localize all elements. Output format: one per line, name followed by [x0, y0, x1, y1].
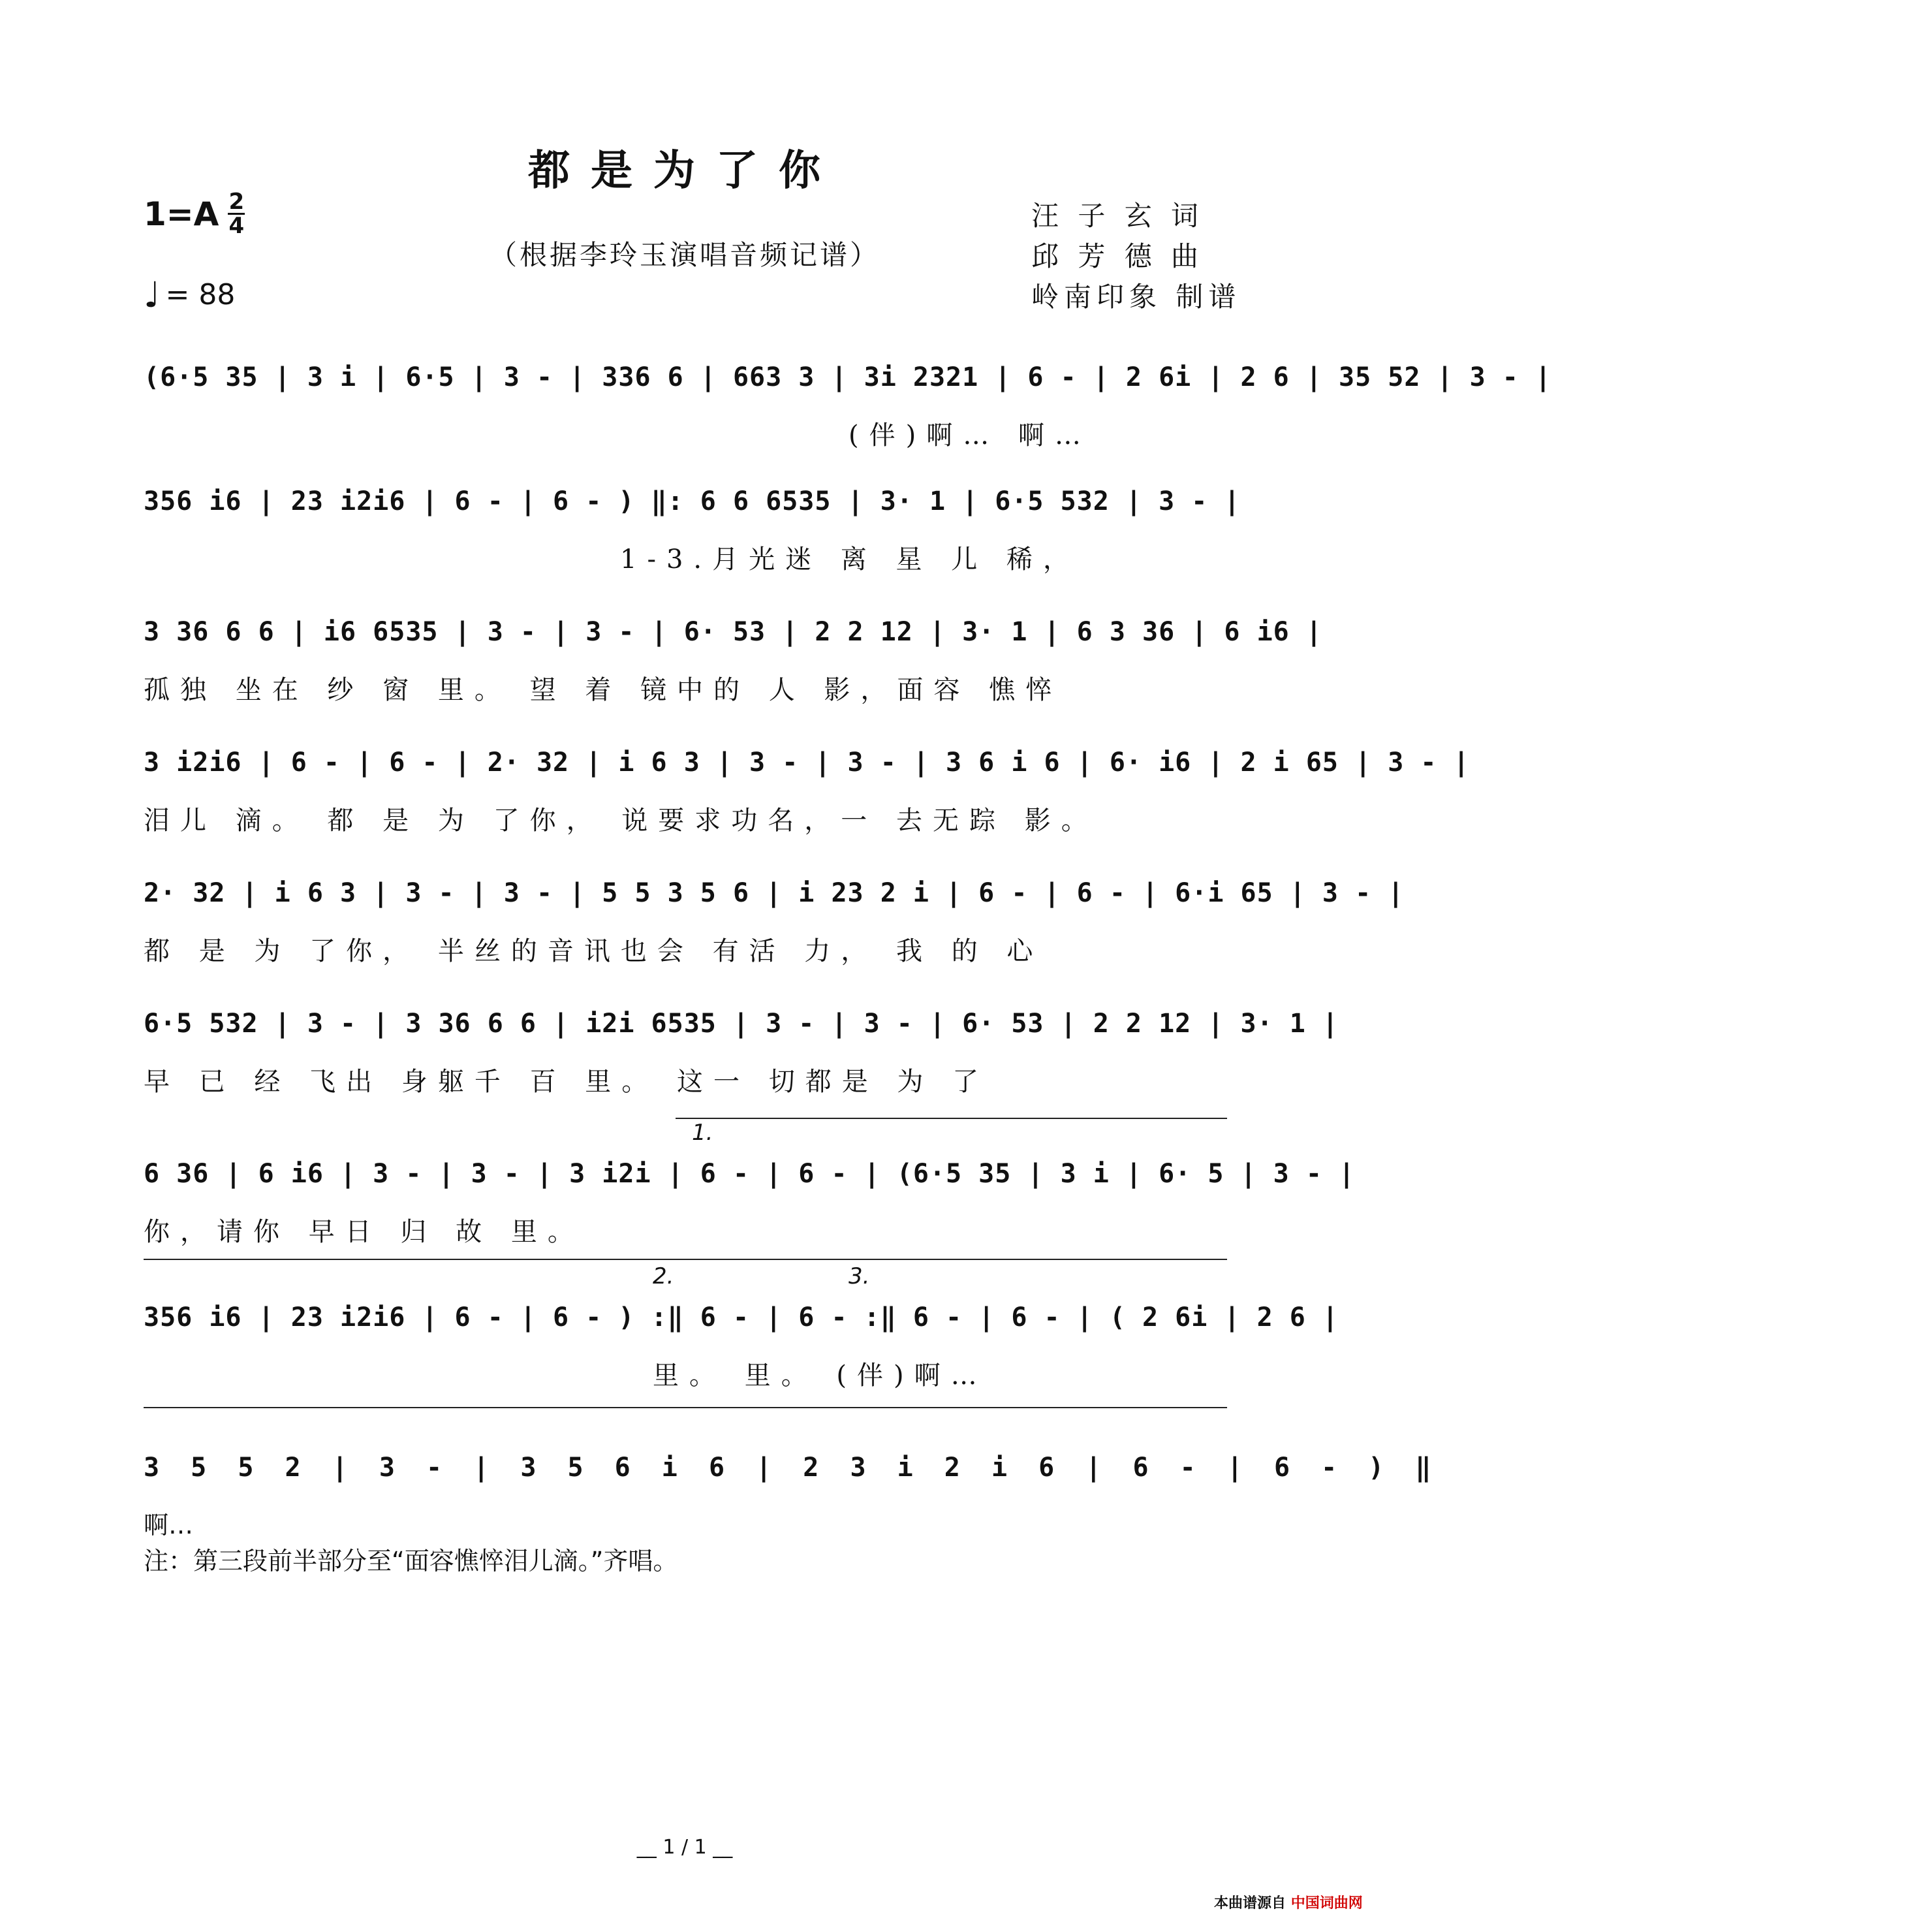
system-divider-7	[144, 1259, 1227, 1260]
time-top: 2	[228, 189, 245, 215]
score-system-8-lyric: 里。 里。 (伴)啊…	[653, 1361, 988, 1391]
score-system-5-music: 2· 32 | i 6 3 | 3 - | 3 - | 5 5 3 5 6 | i 23 2 i | 6 - | 6 - | 6·i 65 | 3 - |	[144, 878, 1405, 908]
score-system-1-lyric: (伴)啊… 啊…	[849, 420, 1091, 450]
time-bottom: 4	[228, 213, 245, 239]
score-system-7-music: 6 36 | 6 i6 | 3 - | 3 - | 3 i2i | 6 - | 6 - | (6·5 35 | 3 i | 6· 5 | 3 - |	[144, 1159, 1356, 1189]
score-system-7-lyric: 你，请你 早日 归 故 里。	[144, 1217, 584, 1247]
key-signature	[144, 191, 245, 237]
source-site: 中国词曲网	[1290, 1895, 1363, 1912]
song-subtitle: （根据李玲玉演唱音频记谱）	[489, 239, 880, 271]
volta-bracket-1	[676, 1118, 1227, 1119]
lyricist-credit: 汪 子 玄 词	[1031, 200, 1204, 232]
footnote: 注：第三段前半部分至“面容憔悴泪儿滴。”齐唱。	[144, 1547, 678, 1575]
score-system-2-lyric: 1-3.月光迷 离 星 儿 稀，	[620, 544, 1080, 575]
volta-label-1: 1.	[692, 1120, 713, 1146]
score-system-6-lyric: 早 已 经 飞出 身躯千 百 里。 这一 切都是 为 了	[144, 1067, 989, 1097]
composer-credit: 邱 芳 德 曲	[1031, 240, 1204, 272]
source-credit	[1214, 1892, 1363, 1912]
system-divider-8	[144, 1407, 1227, 1408]
page-number: __ 1 / 1 __	[636, 1836, 733, 1859]
tempo-value: = 88	[165, 278, 236, 311]
source-label: 本曲谱源自	[1214, 1895, 1286, 1912]
score-system-1-music: (6·5 35 | 3 i | 6·5 | 3 - | 336 6 | 663 3 | 3i 2321 | 6 - | 2 6i | 2 6 | 35 52 | 3 - |	[144, 362, 1552, 392]
score-system-8-music: 356 i6 | 23 i2i6 | 6 - | 6 - ) :‖ 6 - | 6 - :‖ 6 - | 6 - | ( 2 6i | 2 6 |	[144, 1302, 1339, 1333]
score-system-3-music: 3 36 6 6 | i6 6535 | 3 - | 3 - | 6· 53 | 2 2 12 | 3· 1 | 6 3 36 | 6 i6 |	[144, 617, 1322, 647]
score-system-4-lyric: 泪儿 滴。 都 是 为 了你， 说要求功名，一 去无踪 影。	[144, 806, 1098, 836]
score-system-3-lyric: 孤独 坐在 纱 窗 里。 望 着 镜中的 人 影，面容 憔悴	[144, 675, 1063, 705]
song-title: 都是为了你	[528, 146, 841, 195]
volta-label-3: 3.	[849, 1263, 870, 1289]
score-system-6-music: 6·5 532 | 3 - | 3 36 6 6 | i2i 6535 | 3 - | 3 - | 6· 53 | 2 2 12 | 3· 1 |	[144, 1009, 1339, 1039]
score-system-9-music: 3 5 5 2 | 3 - | 3 5 6 i 6 | 2 3 i 2 i 6 | 6 - | 6 - ) ‖	[144, 1453, 1439, 1483]
tempo-marking	[144, 274, 235, 315]
score-system-2-music: 356 i6 | 23 i2i6 | 6 - | 6 - ) ‖: 6 6 6535 | 3· 1 | 6·5 532 | 3 - |	[144, 486, 1241, 516]
volta-label-2: 2.	[653, 1263, 674, 1289]
score-system-5-lyric: 都 是 为 了你， 半丝的音讯也会 有活 力， 我 的 心	[144, 936, 1044, 966]
score-system-4-music: 3 i2i6 | 6 - | 6 - | 2· 32 | i 6 3 | 3 - | 3 - | 3 6 i 6 | 6· i6 | 2 i 65 | 3 - |	[144, 748, 1470, 778]
quarter-note-icon: ♩	[144, 274, 161, 315]
footnote-ah: 啊…	[144, 1511, 194, 1539]
arranger-credit: 岭南印象 制谱	[1031, 281, 1241, 313]
credits	[1031, 196, 1241, 317]
key-label: 1=A	[144, 195, 219, 233]
time-signature	[228, 191, 245, 237]
